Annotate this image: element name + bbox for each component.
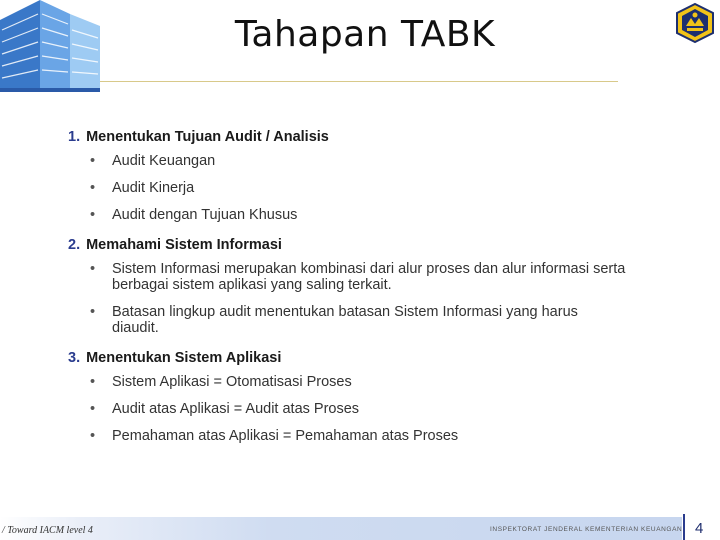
list-item: • Pemahaman atas Aplikasi = Pemahaman atas Proses <box>90 428 459 444</box>
list-item: • Audit Keuangan <box>90 153 216 169</box>
page-number: 4 <box>695 520 704 537</box>
section-title: Menentukan Sistem Aplikasi <box>86 350 282 366</box>
list-item: • Audit atas Aplikasi = Audit atas Proses <box>90 401 360 417</box>
bullet-icon: • <box>90 374 96 390</box>
slide-title: Tahapan TABK <box>234 14 496 55</box>
bullet-icon: • <box>90 428 96 444</box>
footer-divider <box>683 514 685 540</box>
section-heading <box>68 347 628 374</box>
bullet-icon: • <box>90 304 96 320</box>
footer-organization: INSPEKTORAT JENDERAL KEMENTERIAN KEUANGAN <box>490 526 683 533</box>
section-number: 2. <box>68 237 81 253</box>
list-item: • Audit dengan Tujuan Khusus <box>90 207 298 223</box>
bullet-icon: • <box>90 401 96 417</box>
bullet-icon: • <box>90 207 96 223</box>
bullet-icon: • <box>90 180 96 196</box>
section-number: 3. <box>68 350 81 366</box>
title-divider <box>100 81 618 82</box>
list-item: • Sistem Aplikasi = Otomatisasi Proses <box>90 374 352 390</box>
list-item: • Sistem Informasi merupakan kombinasi dari alur proses dan alur informasi serta berbagai sistem aplikasi yang saling terkait. <box>90 261 626 293</box>
footer-tagline: / Toward IACM level 4 <box>2 525 93 536</box>
section-title: Menentukan Tujuan Audit / Analisis <box>86 129 329 145</box>
list-item: • Batasan lingkup audit menentukan batasan Sistem Informasi yang harus diaudit. <box>90 304 578 336</box>
section-number: 1. <box>68 129 81 145</box>
section-heading <box>68 126 628 153</box>
ministry-emblem-icon <box>674 2 716 44</box>
bullet-icon: • <box>90 261 96 277</box>
building-graphic <box>0 0 100 92</box>
list-item: • Audit Kinerja <box>90 180 195 196</box>
slide-content <box>68 126 628 455</box>
section-title: Memahami Sistem Informasi <box>86 237 282 253</box>
section-heading <box>68 234 628 261</box>
bullet-icon: • <box>90 153 96 169</box>
